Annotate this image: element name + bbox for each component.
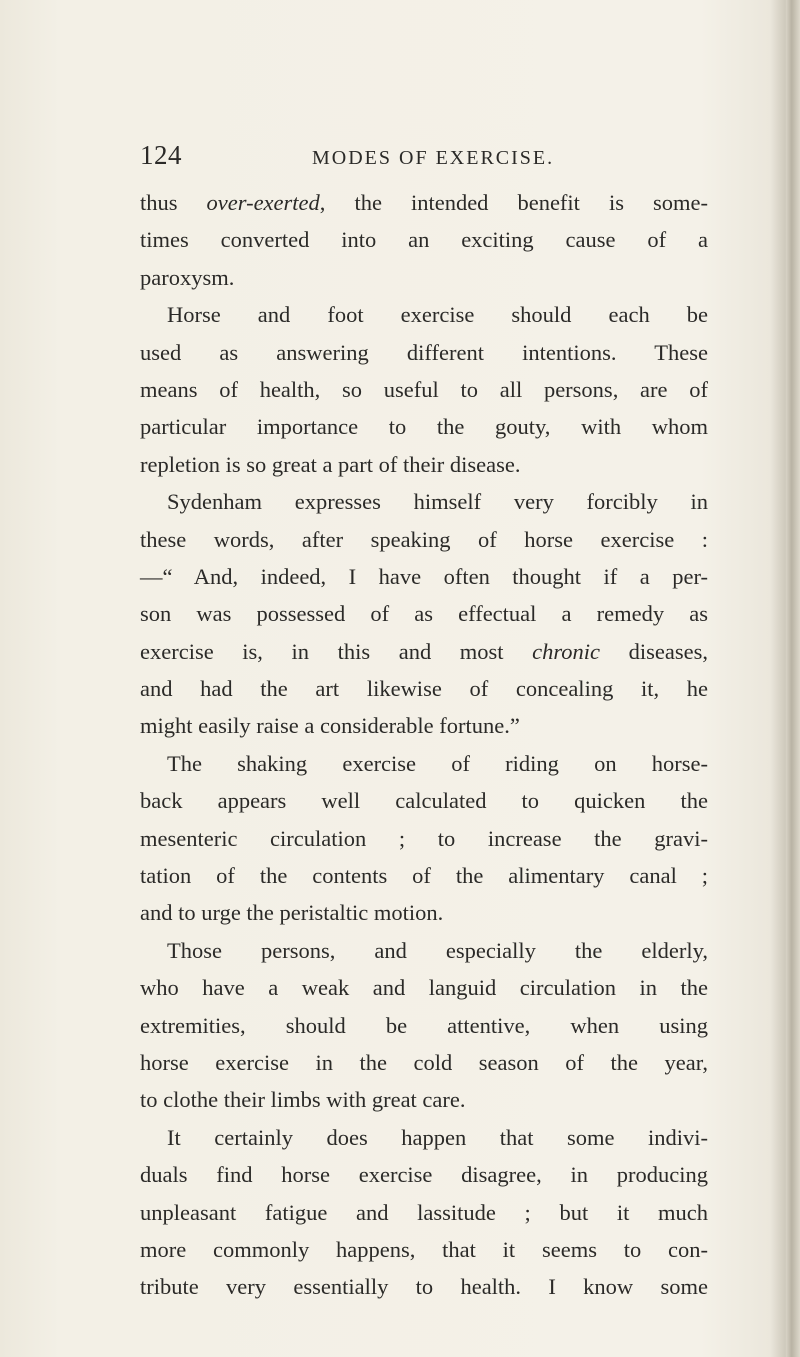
- text-line: [140, 296, 708, 333]
- text-segment: particular importance to the gouty, with whom: [140, 414, 708, 440]
- text-line: [140, 782, 708, 819]
- text-segment: extremities, should be attentive, when using: [140, 1012, 708, 1038]
- text-line: [140, 1081, 708, 1118]
- text-line: [140, 483, 708, 520]
- text-segment: means of health, so useful to all persons, are of: [140, 376, 708, 402]
- text-segment: son was possessed of as effectual a remedy as: [140, 601, 708, 627]
- text-line: [140, 932, 708, 969]
- text-line: [140, 1231, 708, 1268]
- text-segment: more commonly happens, that it seems to con-: [140, 1236, 708, 1262]
- text-segment: diseases,: [600, 638, 708, 664]
- text-line: [140, 1119, 708, 1156]
- text-line: [140, 595, 708, 632]
- text-line: [140, 894, 708, 931]
- text-line: [140, 969, 708, 1006]
- text-line: [140, 633, 708, 670]
- text-segment: duals find horse exercise disagree, in producing: [140, 1162, 708, 1188]
- italic-text: over-exerted: [206, 190, 320, 215]
- text-line: [140, 184, 708, 221]
- text-segment: , the intended benefit is some-: [319, 190, 708, 215]
- text-segment: paroxysm.: [140, 264, 235, 290]
- text-line: [140, 221, 708, 258]
- text-line: [140, 1007, 708, 1044]
- text-line: [140, 446, 708, 483]
- text-line: [140, 521, 708, 558]
- text-segment: Sydenham expresses himself very forcibly in: [167, 489, 708, 515]
- text-segment: times converted into an exciting cause of a: [140, 227, 708, 253]
- text-segment: to clothe their limbs with great care.: [140, 1087, 466, 1113]
- text-segment: unpleasant fatigue and lassitude ; but it much: [140, 1199, 708, 1225]
- text-line: [140, 1194, 708, 1231]
- text-line: [140, 558, 708, 595]
- text-segment: mesenteric circulation ; to increase the gravi-: [140, 825, 708, 851]
- text-line: [140, 707, 708, 744]
- text-segment: tribute very essentially to health. I know some: [140, 1274, 708, 1300]
- running-head: MODES OF EXERCISE.: [312, 147, 555, 169]
- italic-text: chronic: [532, 638, 601, 664]
- text-line: [140, 857, 708, 894]
- text-segment: horse exercise in the cold season of the year,: [140, 1049, 708, 1075]
- text-segment: and to urge the peristaltic motion.: [140, 900, 444, 926]
- text-segment: The shaking exercise of riding on horse-: [167, 750, 708, 776]
- text-segment: these words, after speaking of horse exercise :: [140, 526, 708, 552]
- text-line: [140, 334, 708, 371]
- text-segment: thus: [140, 190, 207, 215]
- text-segment: back appears well calculated to quicken the: [140, 788, 708, 814]
- page-spine-shadow: [786, 0, 800, 1357]
- text-line: [140, 259, 708, 296]
- text-line: [140, 1044, 708, 1081]
- text-segment: repletion is so great a part of their disease.: [140, 451, 521, 477]
- text-segment: who have a weak and languid circulation in the: [140, 975, 708, 1001]
- text-segment: Horse and foot exercise should each be: [167, 302, 708, 328]
- text-segment: —“ And, indeed, I have often thought if a per-: [140, 563, 708, 589]
- text-line: [140, 1156, 708, 1193]
- body-text: [140, 184, 708, 1306]
- text-line: [140, 820, 708, 857]
- text-line: [140, 745, 708, 782]
- text-line: [140, 670, 708, 707]
- text-segment: tation of the contents of the alimentary canal ;: [140, 863, 708, 889]
- page-header: [140, 140, 700, 174]
- text-line: [140, 408, 708, 445]
- text-segment: might easily raise a considerable fortune.”: [140, 713, 520, 739]
- page-number: 124: [140, 140, 182, 170]
- text-segment: and had the art likewise of concealing it, he: [140, 676, 708, 702]
- text-line: [140, 1268, 708, 1305]
- text-segment: It certainly does happen that some indivi-: [167, 1124, 708, 1150]
- text-line: [140, 371, 708, 408]
- text-segment: Those persons, and especially the elderly,: [167, 937, 708, 963]
- text-segment: exercise is, in this and most: [140, 638, 533, 664]
- text-segment: used as answering different intentions. These: [140, 339, 708, 365]
